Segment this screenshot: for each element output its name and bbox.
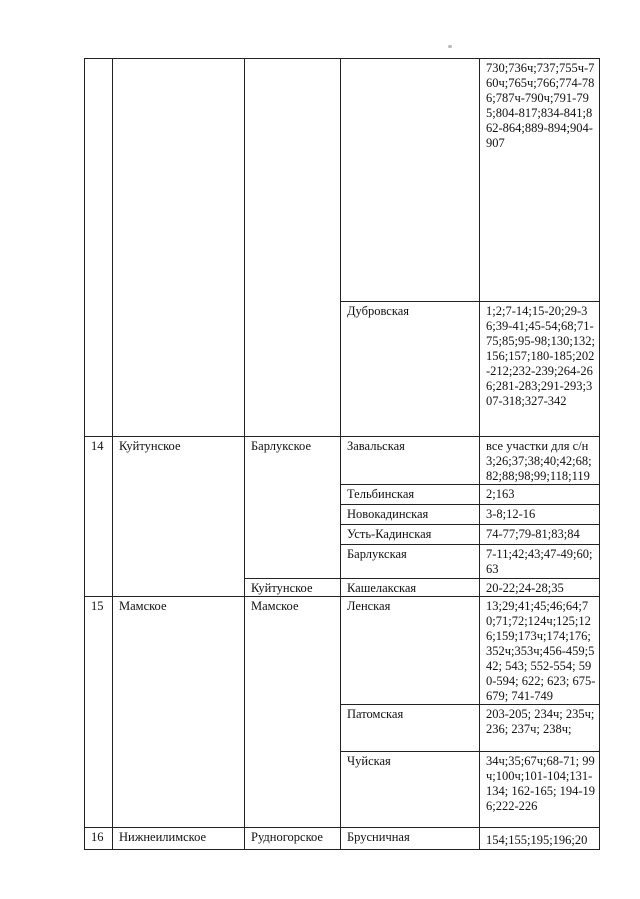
municipality-cell — [113, 59, 245, 437]
forestry-cell: Завальская — [341, 437, 480, 485]
row-number: 16 — [85, 828, 113, 850]
forestry-cell: Новокадинская — [341, 505, 480, 525]
table-row — [85, 597, 600, 705]
settlement-cell: Мамское — [245, 597, 341, 828]
plots-cell: 13;29;41;45;46;64;70;71;72;124ч;125;126;159;173ч;174;176;352ч;353ч;456-459;542; 543; 552-554; 590-594; 622; 623; 675-679; 741-749 — [480, 597, 600, 705]
plots-cell: 20-22;24-28;35 — [480, 579, 600, 597]
settlement-cell: Рудногорское — [245, 828, 341, 850]
forestry-cell: Усть-Кадинская — [341, 525, 480, 545]
settlement-cell — [245, 59, 341, 437]
row-number — [85, 59, 113, 437]
settlement-cell: Барлукское — [245, 437, 341, 579]
plots-cell: 74-77;79-81;83;84 — [480, 525, 600, 545]
forestry-cell: Брусничная — [341, 828, 480, 850]
plots-cell: 2;163 — [480, 485, 600, 505]
forestry-cell: Дубровская — [341, 302, 480, 437]
scan-speck — [448, 45, 452, 48]
forestry-cell: Патомская — [341, 705, 480, 752]
forestry-cell: Чуйская — [341, 752, 480, 828]
plots-cell: 3-8;12-16 — [480, 505, 600, 525]
forestry-cell: Тельбинская — [341, 485, 480, 505]
plots-cell: 7-11;42;43;47-49;60;63 — [480, 545, 600, 579]
plots-cell: 154;155;195;196;20 — [480, 828, 600, 850]
table-row — [85, 828, 600, 850]
municipality-cell: Куйтунское — [113, 437, 245, 597]
plots-cell: 730;736ч;737;755ч-760ч;765ч;766;774-786;787ч-790ч;791-795;804-817;834-841;862-864;889-894;904-907 — [480, 59, 600, 302]
table-row — [85, 59, 600, 302]
forestry-cell — [341, 59, 480, 302]
forestry-cell: Барлукская — [341, 545, 480, 579]
municipality-cell: Нижнеилимское — [113, 828, 245, 850]
table-row — [85, 437, 600, 485]
row-number: 14 — [85, 437, 113, 597]
forestry-cell: Кашелакская — [341, 579, 480, 597]
municipality-cell: Мамское — [113, 597, 245, 828]
row-number: 15 — [85, 597, 113, 828]
forestry-cell: Ленская — [341, 597, 480, 705]
plots-cell: 1;2;7-14;15-20;29-36;39-41;45-54;68;71-75;85;95-98;130;132;156;157;180-185;202-212;232-239;264-266;281-283;291-293;307-318;327-342 — [480, 302, 600, 437]
plots-cell: все участки для с/н 3;26;37;38;40;42;68;82;88;98;99;118;119 — [480, 437, 600, 485]
plots-cell: 203-205; 234ч; 235ч; 236; 237ч; 238ч; — [480, 705, 600, 752]
forestry-plots-table — [84, 58, 600, 850]
plots-cell: 34ч;35;67ч;68-71; 99ч;100ч;101-104;131-134; 162-165; 194-196;222-226 — [480, 752, 600, 828]
settlement-cell: Куйтунское — [245, 579, 341, 597]
